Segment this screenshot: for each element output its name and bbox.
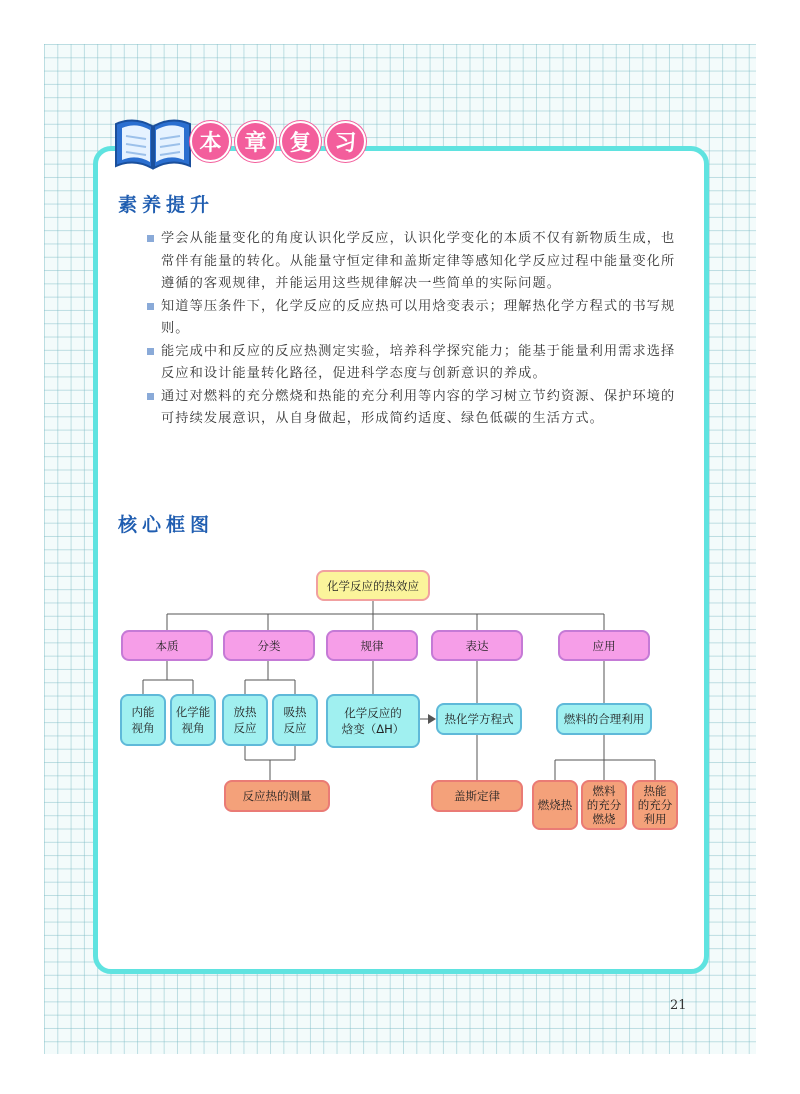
node-thermochemical-equation: 热化学方程式 bbox=[436, 703, 522, 735]
root-node: 化学反应的热效应 bbox=[316, 570, 430, 601]
category-expression: 表达 bbox=[431, 630, 523, 661]
bullet-text: 能完成中和反应的反应热测定实验，培养科学探究能力；能基于能量利用需求选择反应和设计能量转化路径，促进科学态度与创新意识的养成。 bbox=[161, 343, 676, 381]
category-essence: 本质 bbox=[121, 630, 213, 661]
node-hess-law: 盖斯定律 bbox=[431, 780, 523, 812]
node-internal-energy: 内能 视角 bbox=[120, 694, 166, 746]
node-fuel-utilization: 燃料的合理利用 bbox=[556, 703, 652, 735]
title-char: 本 bbox=[190, 121, 231, 162]
bullet-text: 学会从能量变化的角度认识化学反应，认识化学变化的本质不仅有新物质生成，也常伴有能量的转化。从能量守恒定律和盖斯定律等感知化学反应过程中能量变化所遵循的客观规律，并能运用这些规律解决一些简单的实际问题。 bbox=[161, 231, 676, 291]
title-char: 习 bbox=[325, 121, 366, 162]
node-full-combustion: 燃料 的充分 燃烧 bbox=[581, 780, 627, 830]
bullet-text: 知道等压条件下，化学反应的反应热可以用焓变表示；理解热化学方程式的书写规则。 bbox=[161, 298, 676, 336]
category-classification: 分类 bbox=[223, 630, 315, 661]
node-heat-measurement: 反应热的测量 bbox=[224, 780, 330, 812]
node-exothermic: 放热 反应 bbox=[222, 694, 268, 746]
category-law: 规律 bbox=[326, 630, 418, 661]
title-char: 复 bbox=[280, 121, 321, 162]
section-heading-literacy: 素养提升 bbox=[118, 194, 215, 216]
title-char: 章 bbox=[235, 121, 276, 162]
bullet-text: 通过对燃料的充分燃烧和热能的充分利用等内容的学习树立节约资源、保护环境的可持续发展意识，从自身做起，形成简约适度、绿色低碳的生活方式。 bbox=[161, 388, 676, 426]
node-enthalpy-change: 化学反应的 焓变（ΔH） bbox=[326, 694, 420, 748]
node-combustion-heat: 燃烧热 bbox=[532, 780, 578, 830]
node-heat-utilization: 热能 的充分 利用 bbox=[632, 780, 678, 830]
category-application: 应用 bbox=[558, 630, 650, 661]
page-number: 21 bbox=[670, 998, 687, 1013]
node-endothermic: 吸热 反应 bbox=[272, 694, 318, 746]
node-chemical-energy: 化学能 视角 bbox=[170, 694, 216, 746]
section-heading-core-diagram: 核心框图 bbox=[118, 514, 215, 536]
